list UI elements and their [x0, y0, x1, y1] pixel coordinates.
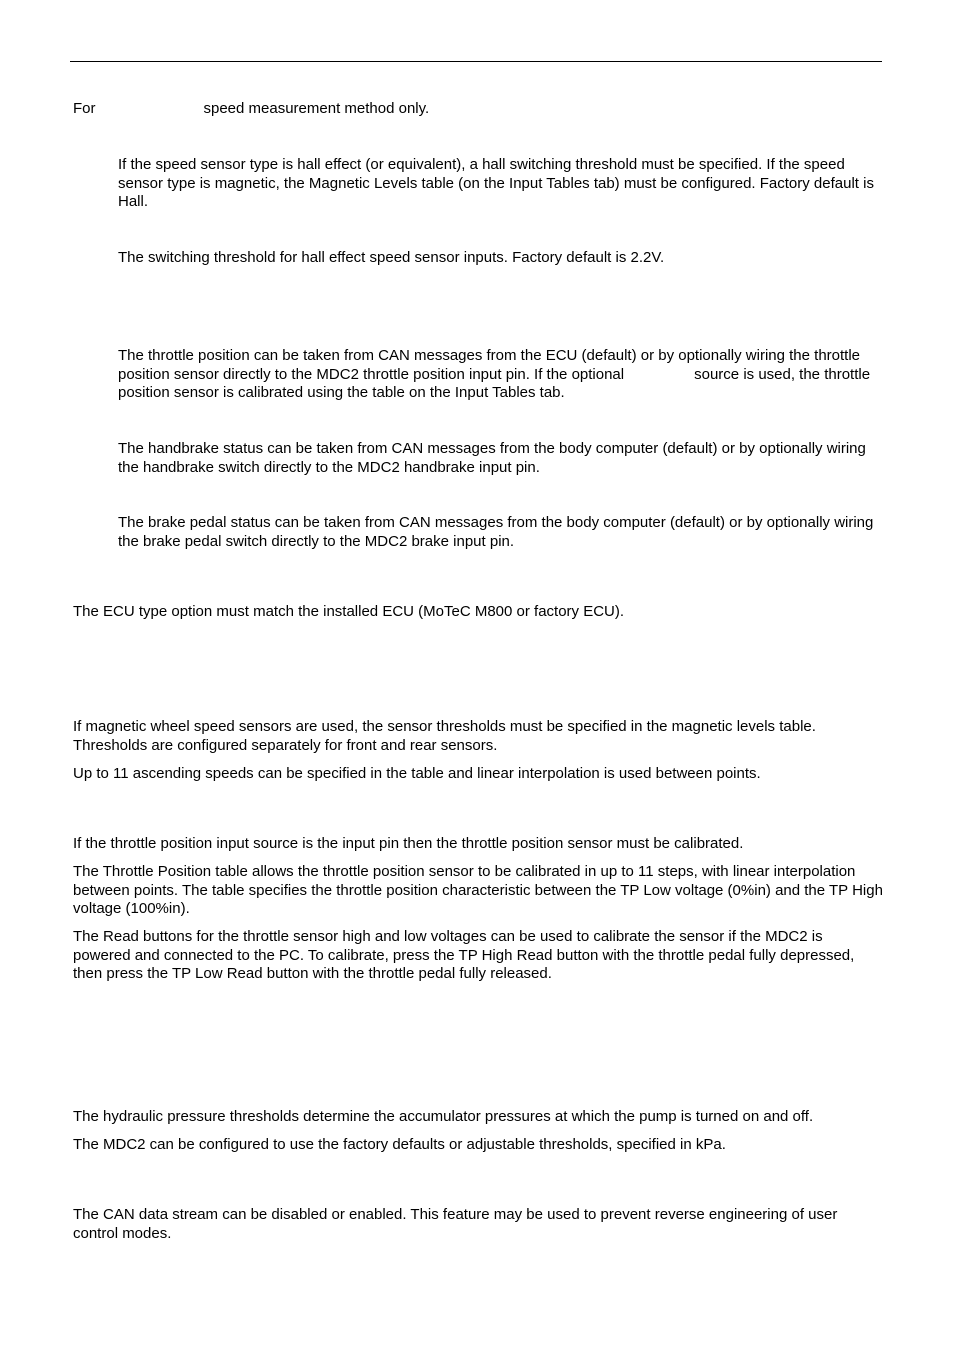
header-rule [70, 61, 882, 62]
magnetic-levels-para-1: If magnetic wheel speed sensors are used, the sensor thresholds must be specified in the magnetic levels table. Thresholds are configured separately for front and rear sensors. [73, 718, 816, 754]
speed-sensor-type-desc: If the speed sensor type is hall effect (or equivalent), a hall switching threshold must be specified. If the speed sensor type is magnetic, the Magnetic Levels table (on the Input Tables tab) must be configured. Factory default is Hall. [118, 156, 874, 210]
throttle-position-para-2: The Throttle Position table allows the throttle position sensor to be calibrated in up to 11 steps, with linear interpolation between points. The table specifies the throttle position characteristic between the TP Low voltage (0%in) and the TP High voltage (100%in). [73, 863, 883, 917]
hall-threshold-desc: The switching threshold for hall effect speed sensor inputs. Factory default is 2.2V. [118, 249, 665, 266]
hydraulic-para-1: The hydraulic pressure thresholds determine the accumulator pressures at which the pump is turned on and off. [73, 1108, 814, 1125]
method-note-prefix: For [73, 100, 96, 117]
method-note [73, 100, 883, 119]
handbrake-desc: The handbrake status can be taken from CAN messages from the body computer (default) or by optionally wiring the handbrake switch directly to the MDC2 handbrake input pin. [118, 440, 866, 476]
throttle-source-text-a: The throttle position can be taken from CAN messages from the ECU (default) or by optionally wiring the throttle position sensor directly to the MDC2 throttle position input pin. If the optional [118, 347, 861, 383]
method-note-suffix: speed measurement method only. [203, 100, 430, 117]
magnetic-levels-para-2: Up to 11 ascending speeds can be specified in the table and linear interpolation is used between points. [73, 765, 761, 782]
hydraulic-para-2: The MDC2 can be configured to use the factory defaults or adjustable thresholds, specified in kPa. [73, 1136, 726, 1153]
throttle-source-desc [118, 347, 882, 403]
throttle-source-text-b: source is used, the throttle position sensor is calibrated using the table on the Input Tables tab. [118, 365, 871, 401]
brake-pedal-desc: The brake pedal status can be taken from CAN messages from the body computer (default) or by optionally wiring the brake pedal switch directly to the MDC2 brake input pin. [118, 514, 874, 550]
can-stream-desc: The CAN data stream can be disabled or enabled. This feature may be used to prevent reverse engineering of user control modes. [73, 1206, 838, 1242]
throttle-position-para-1: If the throttle position input source is the input pin then the throttle position sensor must be calibrated. [73, 835, 744, 852]
ecu-type-desc: The ECU type option must match the installed ECU (MoTeC M800 or factory ECU). [73, 603, 625, 620]
throttle-position-para-3: The Read buttons for the throttle sensor high and low voltages can be used to calibrate the sensor if the MDC2 is powered and connected to the PC. To calibrate, press the TP High Read button with the throttle pedal fully depressed, then press the TP Low Read button with the throttle pedal fully released. [73, 928, 855, 982]
